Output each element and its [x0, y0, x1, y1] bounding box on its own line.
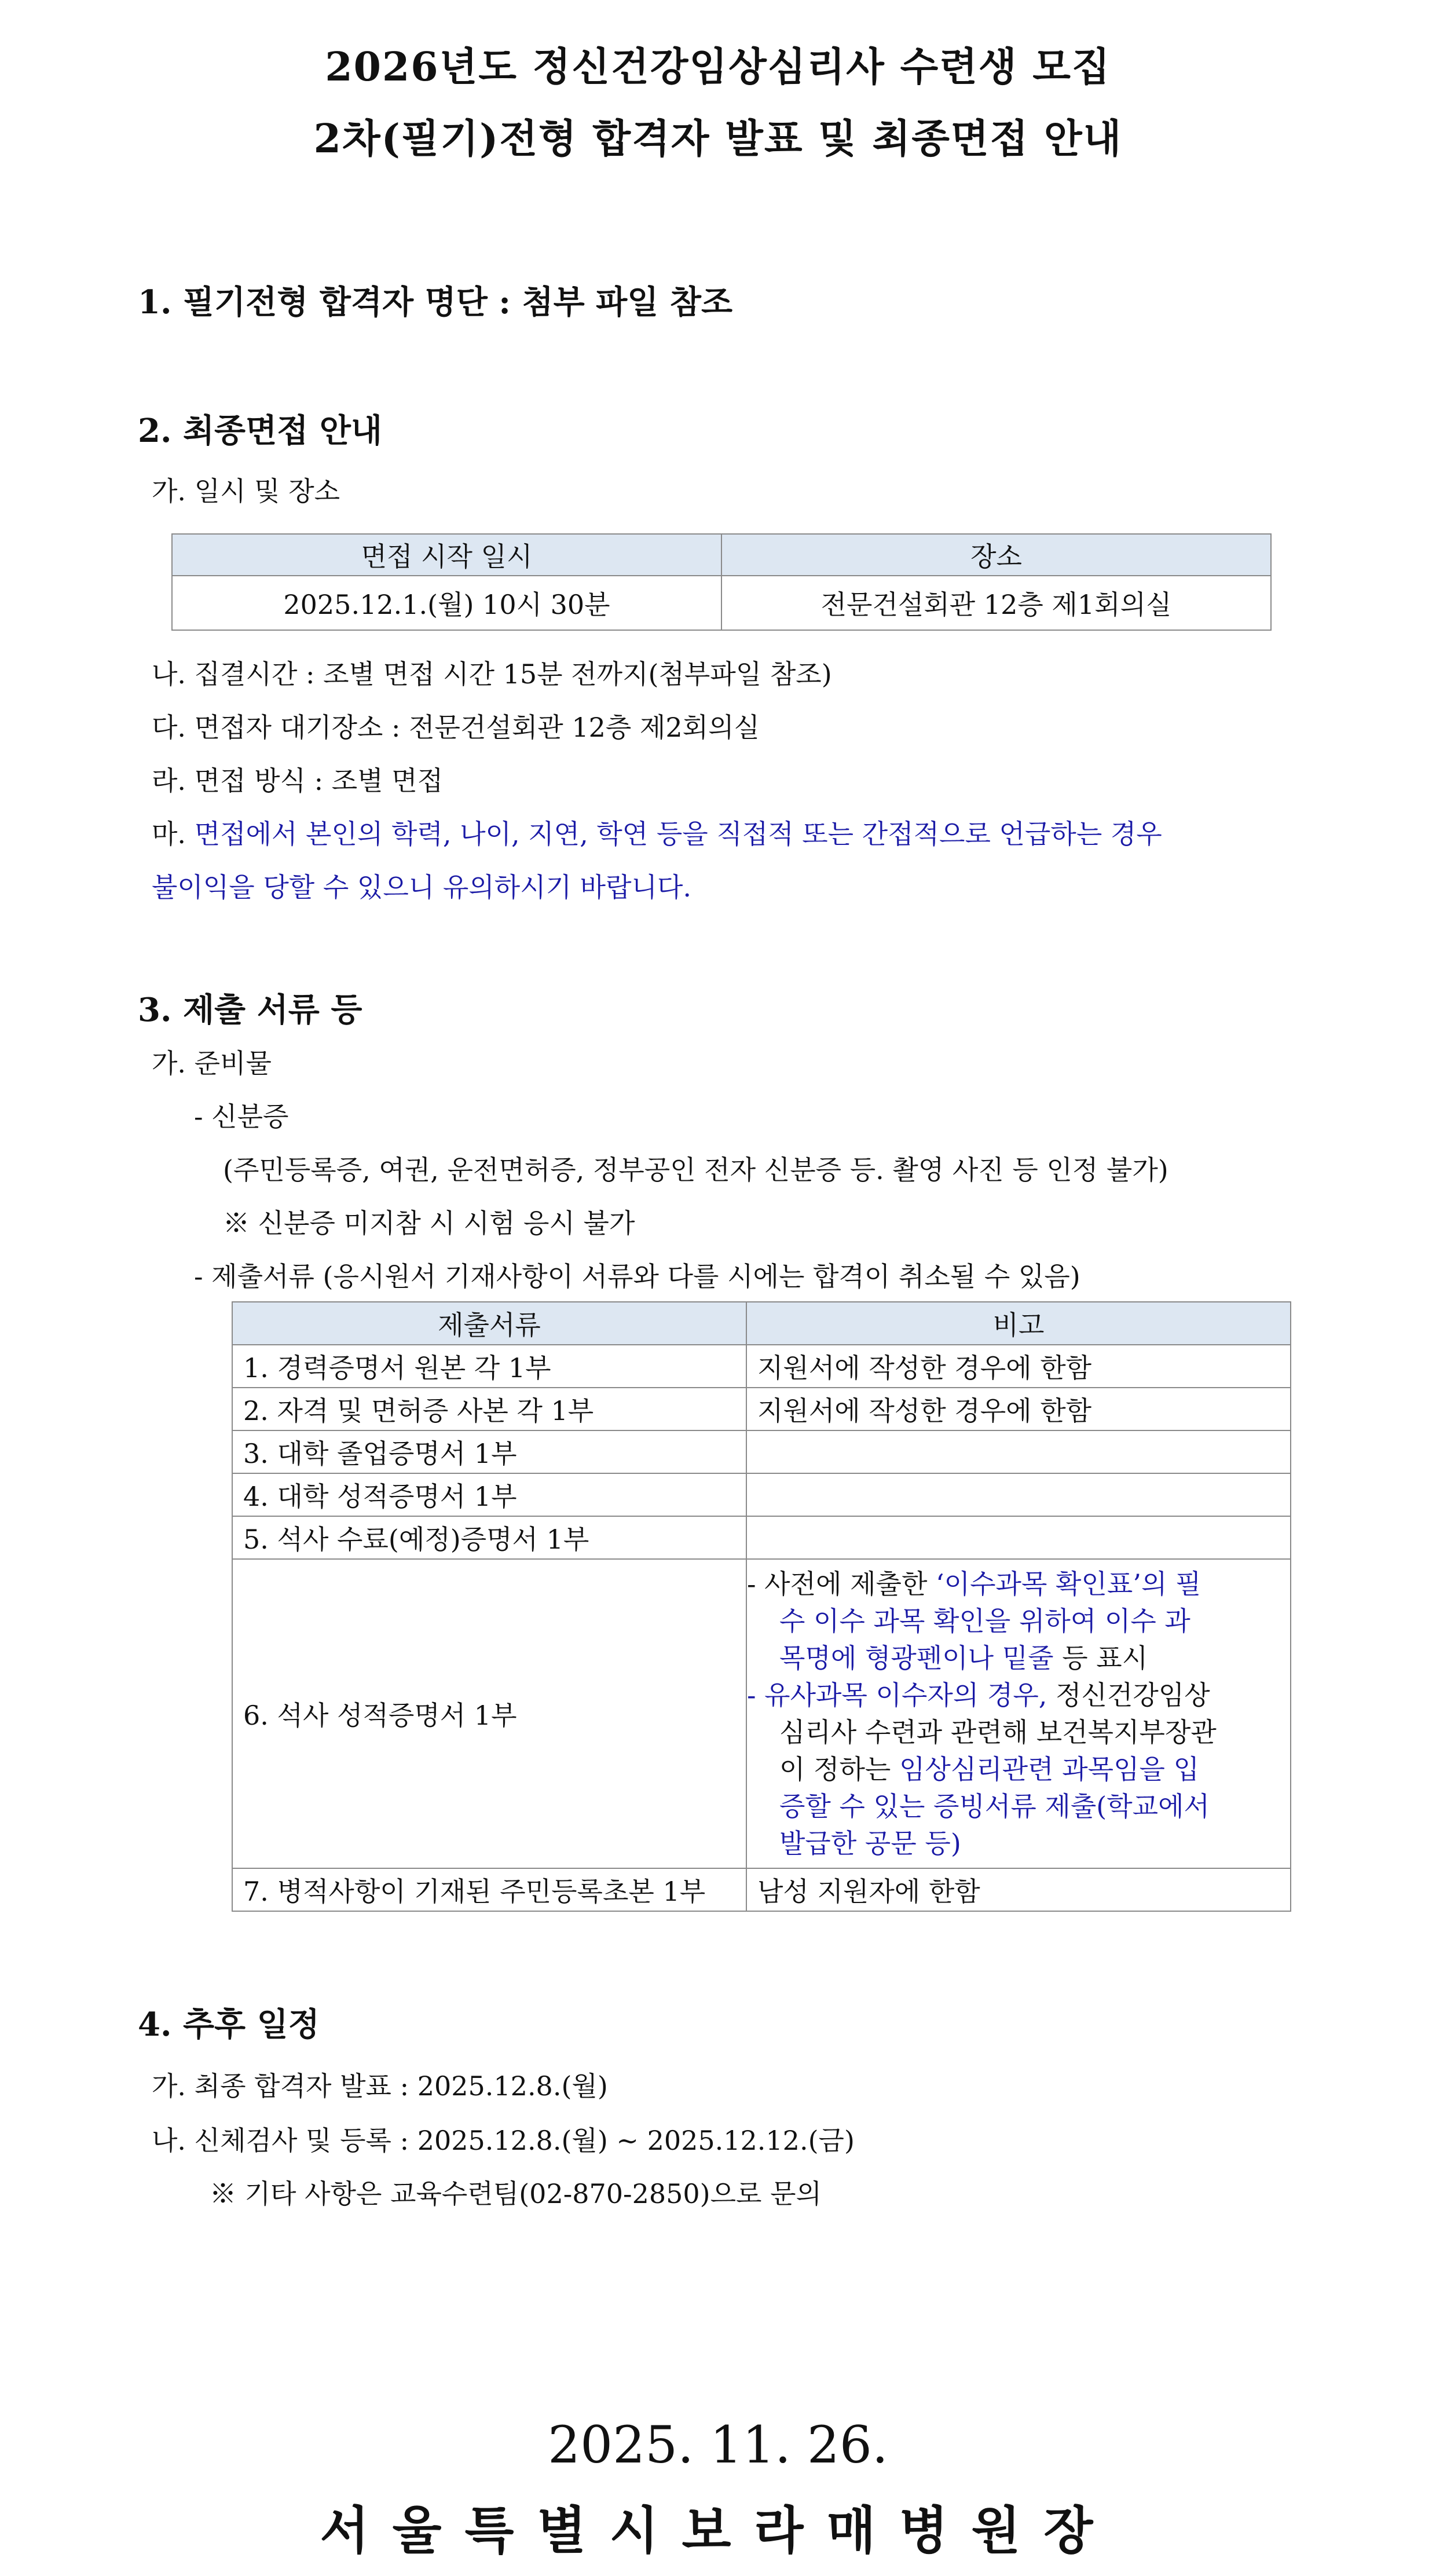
- interview-location: 전문건설회관 12층 제1회의실: [721, 576, 1271, 630]
- remark-emphasis: ‘이수과목 확인표’의 필: [936, 1568, 1201, 1600]
- table-row: [232, 1388, 1291, 1430]
- table-header-row: [172, 534, 1271, 576]
- section-2-item-na: 나. 집결시간 : 조별 면접 시간 15분 전까지(첨부파일 참조): [152, 658, 832, 690]
- table-header-row: [232, 1302, 1291, 1345]
- section-3-item-ga: 가. 준비물: [152, 1048, 272, 1079]
- issuer-name: 서울특별시보라매병원장: [320, 2500, 1116, 2560]
- remark-line: 발급한 공문 등): [779, 1828, 961, 1859]
- document-remark: 남성 지원자에 한함: [746, 1868, 1291, 1911]
- table-row: [232, 1430, 1291, 1473]
- section-2-heading: 2. 최종면접 안내: [138, 412, 383, 450]
- table-header-cell: 비고: [746, 1302, 1291, 1345]
- document-remark-detail: [746, 1559, 1291, 1868]
- document-name: 4. 대학 성적증명서 1부: [232, 1473, 746, 1516]
- warning-text-line-2: 불이익을 당할 수 있으니 유의하시기 바랍니다.: [152, 872, 692, 903]
- remark-line: 심리사 수련과 관련해 보건복지부장관: [779, 1717, 1217, 1748]
- remark-line: 수 이수 과목 확인을 위하여 이수 과: [779, 1605, 1190, 1637]
- document-remark: [746, 1430, 1291, 1473]
- remark-text: - 사전에 제출한: [747, 1568, 936, 1600]
- table-row: [232, 1473, 1291, 1516]
- remark-emphasis: - 유사과목 이수자의 경우,: [747, 1679, 1047, 1711]
- remark-text: 정신건강임상: [1047, 1679, 1210, 1711]
- section-2-item-da: 다. 면접자 대기장소 : 전문건설회관 12층 제2회의실: [152, 712, 760, 743]
- table-row: [232, 1516, 1291, 1559]
- documents-title: - 제출서류 (응시원서 기재사항이 서류와 다를 시에는 합격이 취소될 수 있음): [194, 1261, 1080, 1292]
- document-remark: 지원서에 작성한 경우에 한함: [746, 1388, 1291, 1430]
- notice-date: 2025. 11. 26.: [548, 2415, 888, 2475]
- section-3-heading: 3. 제출 서류 등: [138, 991, 362, 1029]
- table-header-cell: 장소: [721, 534, 1271, 576]
- remark-line: [747, 1677, 1290, 1714]
- remark-text: 등 표시: [1053, 1642, 1148, 1674]
- section-4-item-ga: 가. 최종 합격자 발표 : 2025.12.8.(월): [152, 2070, 608, 2102]
- id-card-title: - 신분증: [194, 1101, 289, 1132]
- table-row: [172, 576, 1271, 630]
- documents-table: [232, 1301, 1291, 1912]
- id-card-note: ※ 신분증 미지참 시 시험 응시 불가: [223, 1208, 635, 1239]
- document-name: 6. 석사 성적증명서 1부: [232, 1559, 746, 1868]
- interview-schedule-table: [171, 533, 1272, 631]
- id-card-detail: (주민등록증, 여권, 운전면허증, 정부공인 전자 신분증 등. 촬영 사진 등 인정 불가): [223, 1154, 1168, 1185]
- section-4-item-na: 나. 신체검사 및 등록 : 2025.12.8.(월) ~ 2025.12.12.(금): [152, 2125, 855, 2156]
- title-line-1: 2026년도 정신건강임상심리사 수련생 모집: [325, 44, 1111, 90]
- warning-text-line-1: 면접에서 본인의 학력, 나이, 지연, 학연 등을 직접적 또는 간접적으로 언급하는 경우: [194, 818, 1162, 850]
- item-prefix: 마.: [152, 818, 195, 850]
- remark-line: [747, 1565, 1290, 1602]
- document-name: 2. 자격 및 면허증 사본 각 1부: [232, 1388, 746, 1430]
- document-remark: [746, 1516, 1291, 1559]
- remark-emphasis: 임상심리관련 과목임을 입: [899, 1754, 1200, 1785]
- remark-text: 이 정하는: [779, 1754, 899, 1785]
- section-2-item-ga: 가. 일시 및 장소: [152, 475, 340, 507]
- document-name: 5. 석사 수료(예정)증명서 1부: [232, 1516, 746, 1559]
- remark-emphasis: 목명에 형광펜이나 밑줄: [779, 1642, 1054, 1674]
- table-row: [232, 1559, 1291, 1868]
- interview-datetime: 2025.12.1.(월) 10시 30분: [172, 576, 721, 630]
- table-row: [232, 1868, 1291, 1911]
- table-header-cell: 제출서류: [232, 1302, 746, 1345]
- table-row: [232, 1345, 1291, 1388]
- remark-line: [747, 1751, 1290, 1788]
- remark-line: [747, 1640, 1290, 1677]
- document-remark: 지원서에 작성한 경우에 한함: [746, 1345, 1291, 1388]
- section-4-heading: 4. 추후 일정: [138, 2006, 320, 2044]
- title-line-2: 2차(필기)전형 합격자 발표 및 최종면접 안내: [313, 116, 1123, 162]
- contact-note: ※ 기타 사항은 교육수련팀(02-870-2850)으로 문의: [210, 2178, 822, 2209]
- table-header-cell: 면접 시작 일시: [172, 534, 721, 576]
- section-2-item-ra: 라. 면접 방식 : 조별 면접: [152, 765, 444, 796]
- document-remark: [746, 1473, 1291, 1516]
- document-name: 1. 경력증명서 원본 각 1부: [232, 1345, 746, 1388]
- document-name: 3. 대학 졸업증명서 1부: [232, 1430, 746, 1473]
- document-name: 7. 병적사항이 기재된 주민등록초본 1부: [232, 1868, 746, 1911]
- section-2-item-ma: [152, 813, 1162, 851]
- remark-line: 증할 수 있는 증빙서류 제출(학교에서: [779, 1791, 1210, 1822]
- section-1-heading: 1. 필기전형 합격자 명단 : 첨부 파일 참조: [138, 283, 733, 321]
